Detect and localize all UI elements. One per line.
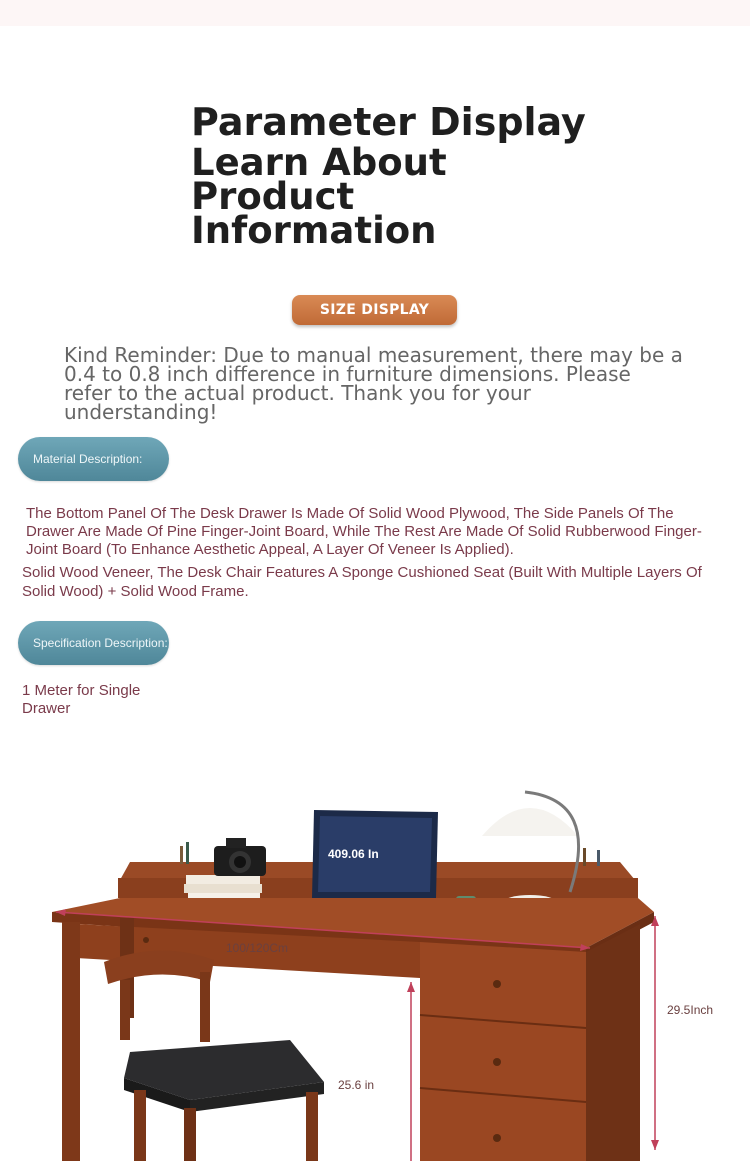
material-description-tab[interactable]: Material Description: bbox=[18, 437, 169, 481]
material-description-text-2: Solid Wood Veneer, The Desk Chair Features A Sponge Cushioned Seat (Built With Multiple Layers Of Solid Wood) + Solid Wood Frame. bbox=[22, 564, 702, 600]
knee-clearance-label: 25.6 in bbox=[338, 1078, 375, 1092]
desk-product-image bbox=[0, 770, 750, 1161]
size-display-button[interactable]: SIZE DISPLAY bbox=[292, 295, 457, 325]
page-subtitle: Learn About Product Information bbox=[191, 141, 447, 252]
specification-description-tab[interactable]: Specification Description: bbox=[18, 621, 169, 665]
page-title: Parameter Display bbox=[191, 100, 586, 144]
desk-width-label: 100/120Cm bbox=[226, 941, 289, 955]
desk-height-label: 29.5Inch bbox=[667, 1003, 714, 1017]
material-description-text-1: The Bottom Panel Of The Desk Drawer Is Made Of Solid Wood Plywood, The Side Panels Of The Drawer Are Made Of Pine Finger-Joint Board, While The Rest Are Made Of Solid Rubberwood Finger-Joint Board (To Enhance Aesthetic Appeal, A Layer Of Veneer Is Applied). bbox=[26, 505, 702, 558]
specification-text: 1 Meter for Single Drawer bbox=[22, 682, 141, 717]
laptop-dimension-label: 409.06 In bbox=[328, 847, 379, 861]
top-banner-strip bbox=[0, 0, 750, 26]
kind-reminder-text: Kind Reminder: Due to manual measurement, there may be a 0.4 to 0.8 inch difference in furniture dimensions. Please refer to the actual product. Thank you for your understanding! bbox=[64, 343, 683, 424]
